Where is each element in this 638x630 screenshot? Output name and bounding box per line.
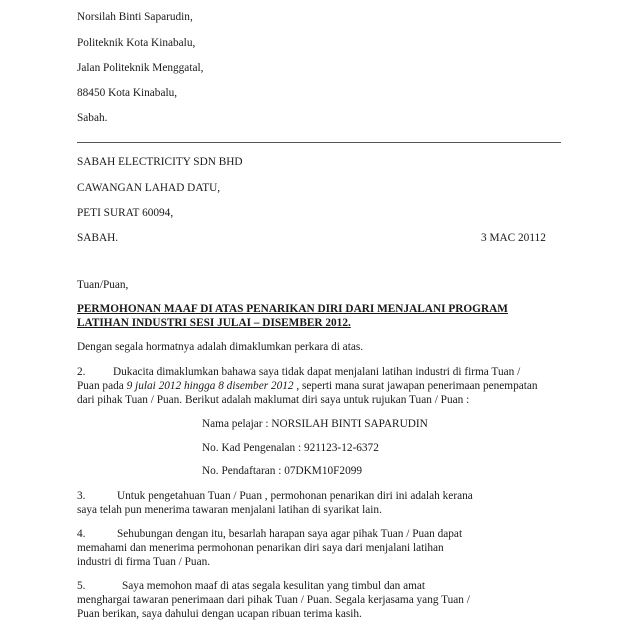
paragraph-line: Sehubungan dengan itu, besarlah harapan saya agar pihak Tuan / Puan dapat [117,528,463,540]
recipient-address-line: CAWANGAN LAHAD DATU, [77,182,221,194]
registration-number: No. Pendaftaran : 07DKM10F2099 [202,465,363,477]
sender-name: Norsilah Binti Saparudin, [77,11,193,23]
opening-sentence: Dengan segala hormatnya adalah dimaklumkan perkara di atas. [77,341,364,353]
paragraph-line [77,379,538,393]
paragraph-line: memahami dan menerima permohonan penarikan diri saya dari menjalani latihan [77,542,444,554]
divider [77,142,561,143]
paragraph-number: 5. [77,580,86,592]
sender-address-line: Politeknik Kota Kinabalu, [77,37,196,49]
paragraph-number: 4. [77,528,86,540]
paragraph-line: Saya memohon maaf di atas segala kesulitan yang timbul dan amat [122,580,426,592]
paragraph-line: dari pihak Tuan / Puan. Berikut adalah maklumat diri saya untuk rujukan Tuan / Puan : [77,394,470,406]
subject-line: LATIHAN INDUSTRI SESI JULAI – DISEMBER 2012. [77,317,351,329]
sender-address-line: 88450 Kota Kinabalu, [77,87,178,99]
paragraph-line: menghargai tawaran penerimaan dari pihak Tuan / Puan. Segala kerjasama yang Tuan / [77,594,470,606]
paragraph-text: Puan pada [77,380,127,392]
paragraph-number: 3. [77,490,86,502]
recipient-address-line: SABAH. [77,232,119,244]
subject-line: PERMOHONAN MAAF DI ATAS PENARIKAN DIRI DARI MENJALANI PROGRAM [77,303,508,315]
salutation: Tuan/Puan, [77,279,129,291]
ic-number: No. Kad Pengenalan : 921123-12-6372 [202,442,379,454]
student-name: Nama pelajar : NORSILAH BINTI SAPARUDIN [202,418,428,430]
paragraph-number: 2. [77,366,86,378]
sender-address-line: Jalan Politeknik Menggatal, [77,62,204,74]
training-period: 9 julai 2012 hingga 8 disember 2012 [126,380,294,392]
sender-address-line: Sabah. [77,112,108,124]
paragraph-line: Puan berikan, saya dahului dengan ucapan ribuan terima kasih. [77,608,362,620]
recipient-address-line: PETI SURAT 60094, [77,207,174,219]
letter-date: 3 MAC 20112 [481,232,546,244]
paragraph-line: Untuk pengetahuan Tuan / Puan , permohonan penarikan diri ini adalah kerana [117,490,473,502]
recipient-name: SABAH ELECTRICITY SDN BHD [77,156,243,168]
paragraph-text: , seperti mana surat jawapan penerimaan penempatan [293,380,538,392]
paragraph-line: industri di firma Tuan / Puan. [77,556,211,568]
paragraph-line: Dukacita dimaklumkan bahawa saya tidak dapat menjalani latihan industri di firma Tuan / [113,366,521,378]
paragraph-line: saya telah pun menerima tawaran menjalani latihan di syarikat lain. [77,504,382,516]
